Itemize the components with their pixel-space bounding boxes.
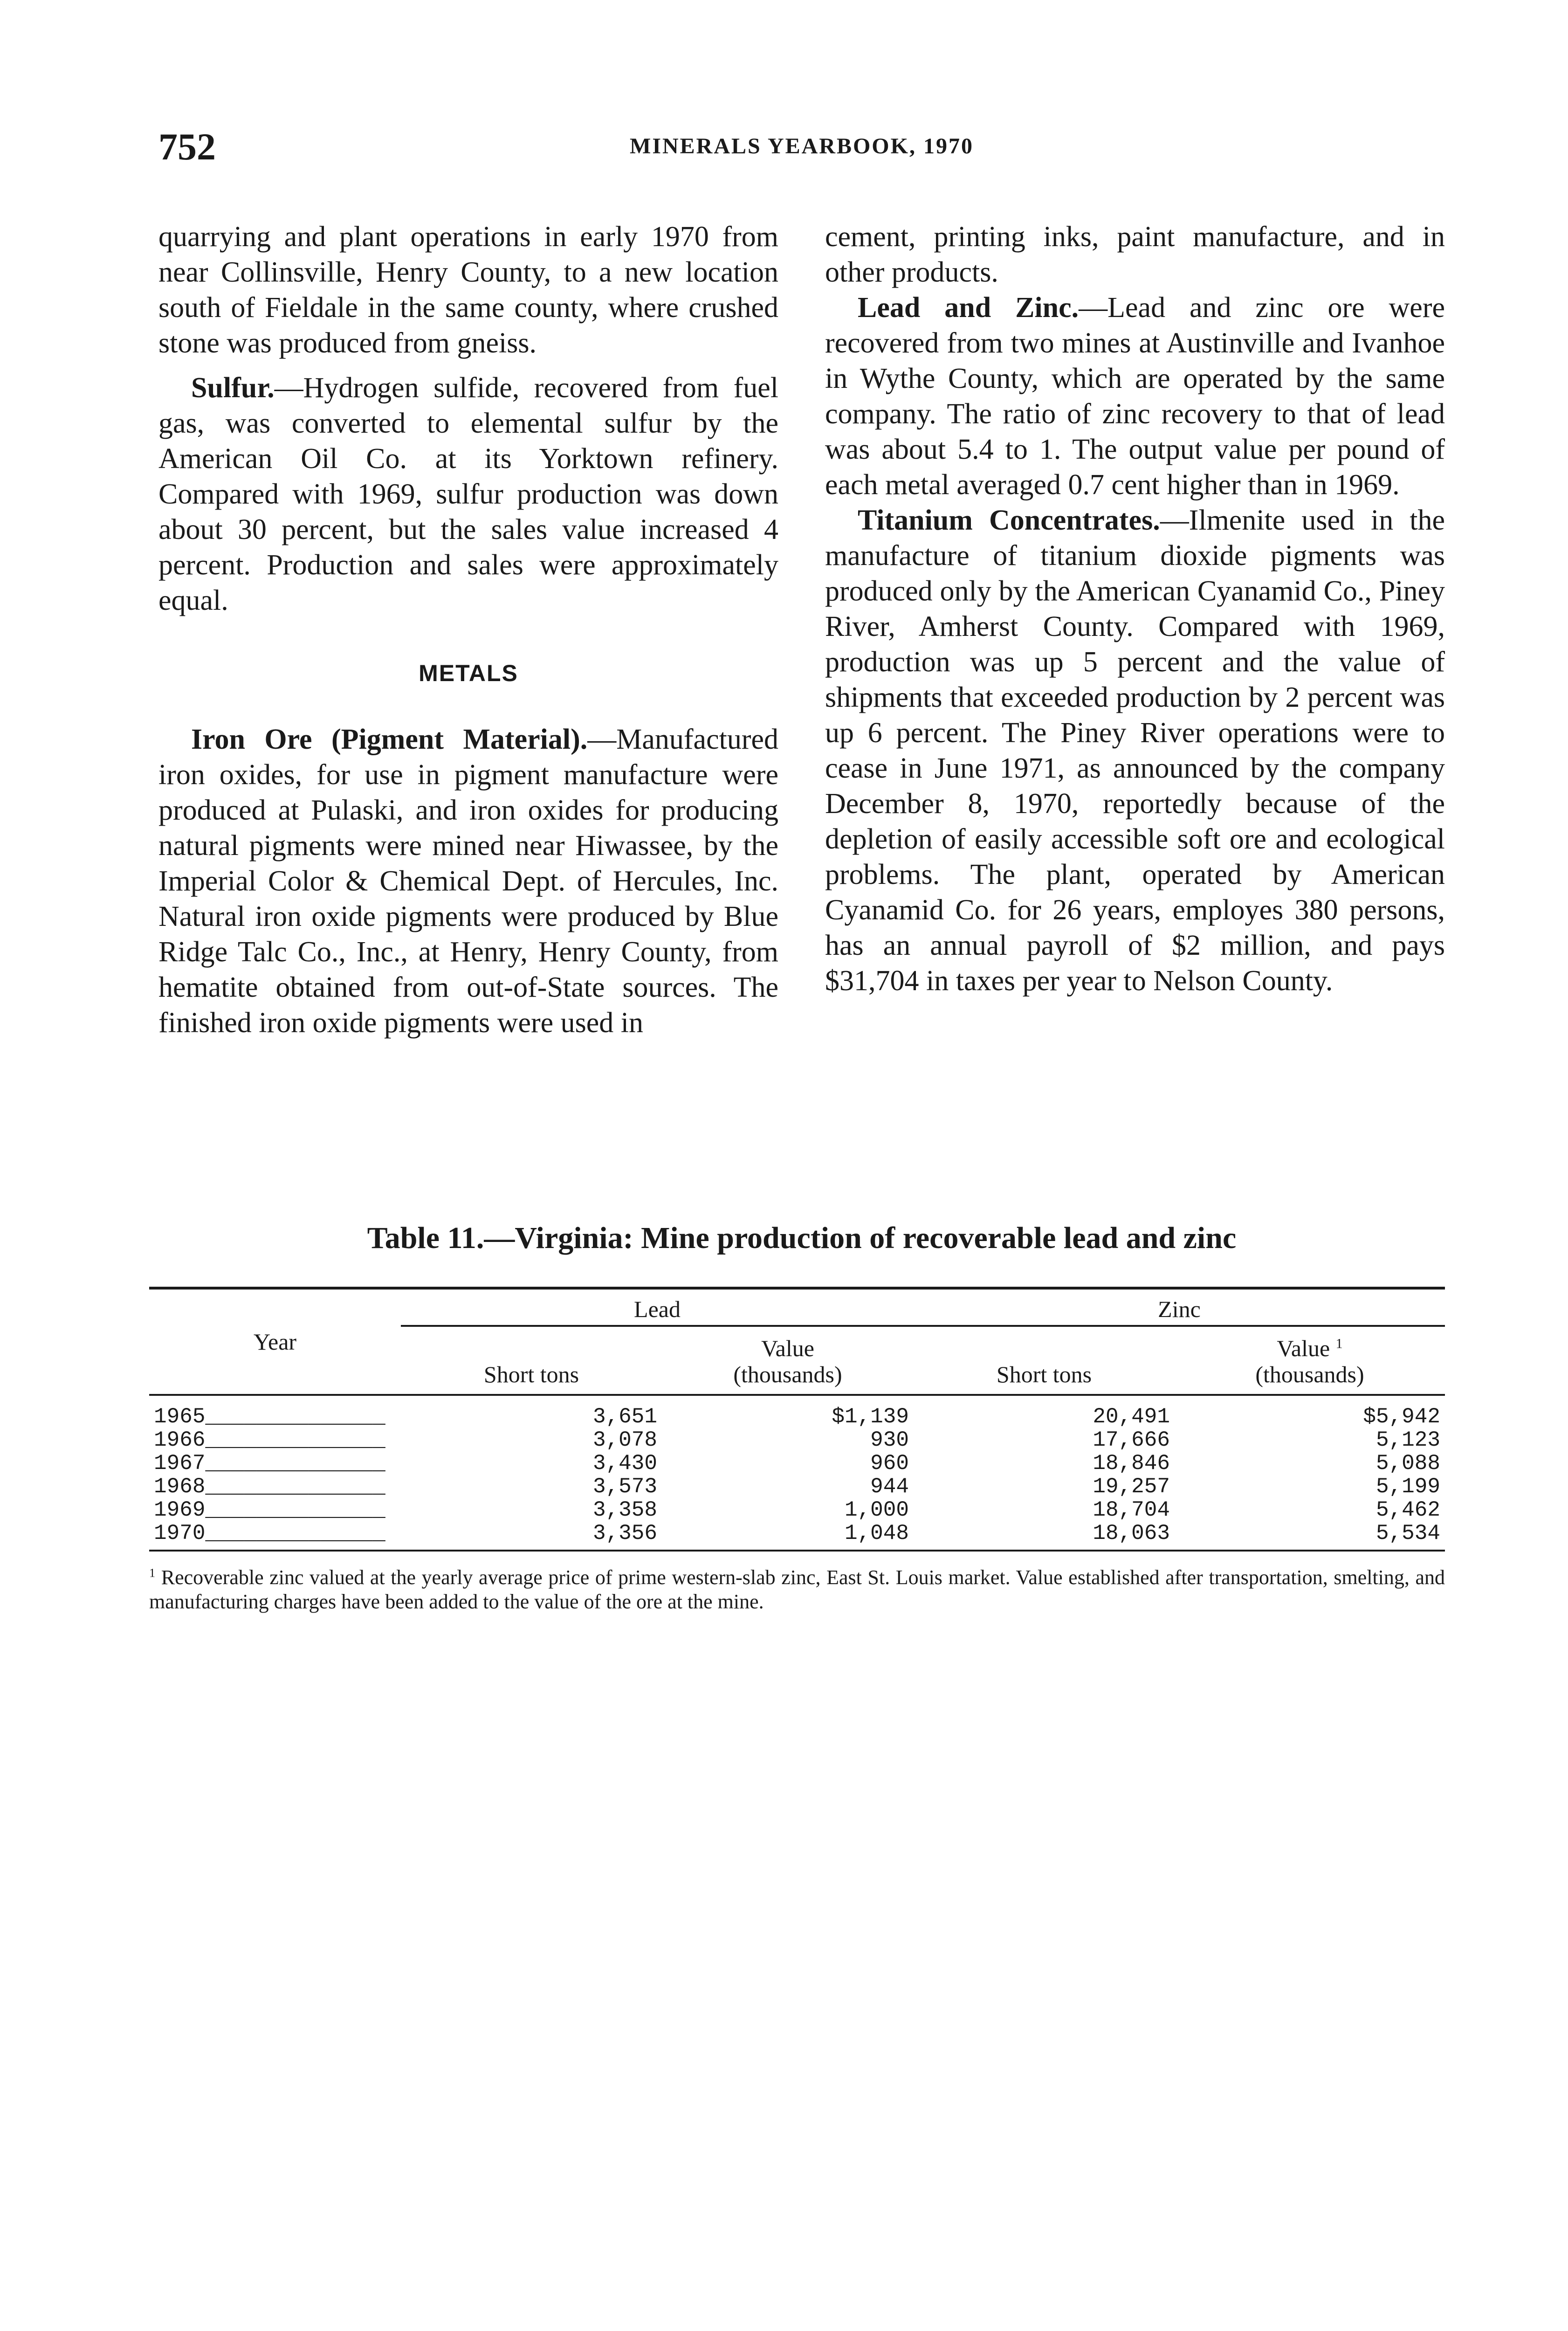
table-row [149,1498,1445,1522]
sulfur-heading: Sulfur. [191,372,275,404]
zinc-value-cell: 5,088 [1375,1451,1440,1476]
paragraph-iron-ore [158,722,778,1041]
table-row [149,1452,1445,1475]
lead-zinc-heading: Lead and Zinc. [858,292,1079,324]
paragraph-titanium [825,503,1445,999]
lead-tons-cell: 3,356 [401,1522,662,1551]
zinc-tons-cell: 18,846 [1093,1451,1170,1476]
zinc-value-cell: 5,534 [1175,1522,1445,1551]
running-title: MINERALS YEARBOOK, 1970 [630,134,974,159]
paragraph-quarrying: quarrying and plant operations in early 1970 from near Collinsville, Henry County, to a new location south of Fieldale in the same county, where crushed stone was produced from gneiss. [158,221,778,359]
footnote-marker: 1 [1335,1336,1343,1352]
zinc-tons-cell: 20,491 [1093,1405,1170,1429]
titanium-text: —Ilmenite used in the manufacture of titanium dioxide pigments was produced only by the American Cyanamid Co., Piney River, Amherst County. Compared with 1969, production was up 5 percent and the value of shipments that exceeded production by 2 percent was up 6 percent. The Piney River operations were to cease in June 1971, as announced by the company December 8, 1970, reportedly because of the depletion of easily accessible soft ore and ecological problems. The plant, operated by American Cyanamid Co. for 26 years, employes 380 persons, has an annual payroll of $2 million, and pays $31,704 in taxes per year to Nelson County. [825,504,1445,997]
lead-value-cell: $1,139 [832,1405,909,1429]
section-heading-metals: METALS [419,660,518,686]
sulfur-text: —Hydrogen sulfide, recovered from fuel gas, was converted to elemental sulfur by the American Oil Co. at its Yorktown refinery. Compared with 1969, sulfur production was down about 30 percent, but the sales value increased 4 percent. Production and sales were approximately equal. [158,372,778,616]
lead-tons-cell: 3,651 [592,1405,657,1429]
iron-ore-text: —Manufactured iron oxides, for use in pigment manufacture were produced at Pulaski, and iron oxides for producing natural pigments were mined near Hiwassee, by the Imperial Color & Chemical Dept. of Hercules, Inc. Natural iron oxide pigments were produced by Blue Ridge Talc Co., Inc., at Henry, Henry County, from hematite obtained from out-of-State sources. The finished iron oxide pigments were used in [158,724,778,1039]
lead-tons-cell: 3,078 [592,1428,657,1452]
page-number: 752 [158,125,216,168]
lead-header: Lead [401,1288,914,1326]
zinc-tons-cell: 17,666 [1093,1428,1170,1452]
right-column [825,219,1445,999]
lead-short-tons-header: Short tons [401,1326,662,1395]
zinc-value-cell: 5,123 [1375,1428,1440,1452]
year-header: Year [149,1288,401,1395]
titanium-heading: Titanium Concentrates. [858,504,1160,536]
iron-ore-heading: Iron Ore (Pigment Material). [191,724,588,755]
zinc-header: Zinc [914,1288,1445,1326]
table-row [149,1395,1445,1428]
table-footnote [149,1565,1445,1614]
zinc-tons-cell: 18,704 [1093,1498,1170,1522]
lead-value-cell: 1,000 [844,1498,909,1522]
paragraph-lead-zinc [825,290,1445,503]
lead-value-cell: 1,048 [662,1522,914,1551]
lead-value-header: Value (thousands) [662,1326,914,1395]
table-row [149,1475,1445,1498]
year-cell: 1970______________ [149,1522,401,1551]
table-row [149,1522,1445,1551]
lead-zinc-table [149,1287,1445,1552]
zinc-value-cell: 5,199 [1375,1475,1440,1499]
year-cell: 1965______________ [154,1405,385,1429]
zinc-value-cell: $5,942 [1363,1405,1440,1429]
year-cell: 1967______________ [154,1451,385,1476]
lead-value-cell: 960 [870,1451,909,1476]
table-body [149,1395,1445,1551]
lead-zinc-text: —Lead and zinc ore were recovered from two mines at Austinville and Ivanhoe in Wythe County, which are operated by the same company. The ratio of zinc recovery to that of lead was about 5.4 to 1. The output value per pound of each metal averaged 0.7 cent higher than in 1969. [825,292,1445,501]
left-column [158,219,778,1041]
table-row [149,1428,1445,1452]
table-title: Table 11.—Virginia: Mine production of recoverable lead and zinc [367,1221,1237,1255]
year-cell: 1966______________ [154,1428,385,1452]
footnote-text: Recoverable zinc valued at the yearly average price of prime western-slab zinc, East St. Louis market. Value established after transportation, smelting, and manufacturing charges have been added to the value of the ore at the mine. [149,1566,1445,1613]
lead-tons-cell: 3,430 [592,1451,657,1476]
lead-tons-cell: 3,573 [592,1475,657,1499]
page-header [158,125,1445,172]
year-cell: 1968______________ [154,1475,385,1499]
zinc-tons-cell: 18,063 [914,1522,1175,1551]
lead-value-cell: 930 [870,1428,909,1452]
footnote-number: 1 [149,1565,156,1580]
lead-value-cell: 944 [870,1475,909,1499]
zinc-value-cell: 5,462 [1375,1498,1440,1522]
zinc-tons-cell: 19,257 [1093,1475,1170,1499]
zinc-short-tons-header: Short tons [914,1326,1175,1395]
zinc-value-header: Value $^1$ (thousands) [1175,1326,1445,1395]
year-cell: 1969______________ [154,1498,385,1522]
table-area [149,1287,1445,1614]
paragraph-cement: cement, printing inks, paint manufacture, and in other products. [825,221,1445,288]
lead-tons-cell: 3,358 [592,1498,657,1522]
paragraph-sulfur [158,370,778,618]
